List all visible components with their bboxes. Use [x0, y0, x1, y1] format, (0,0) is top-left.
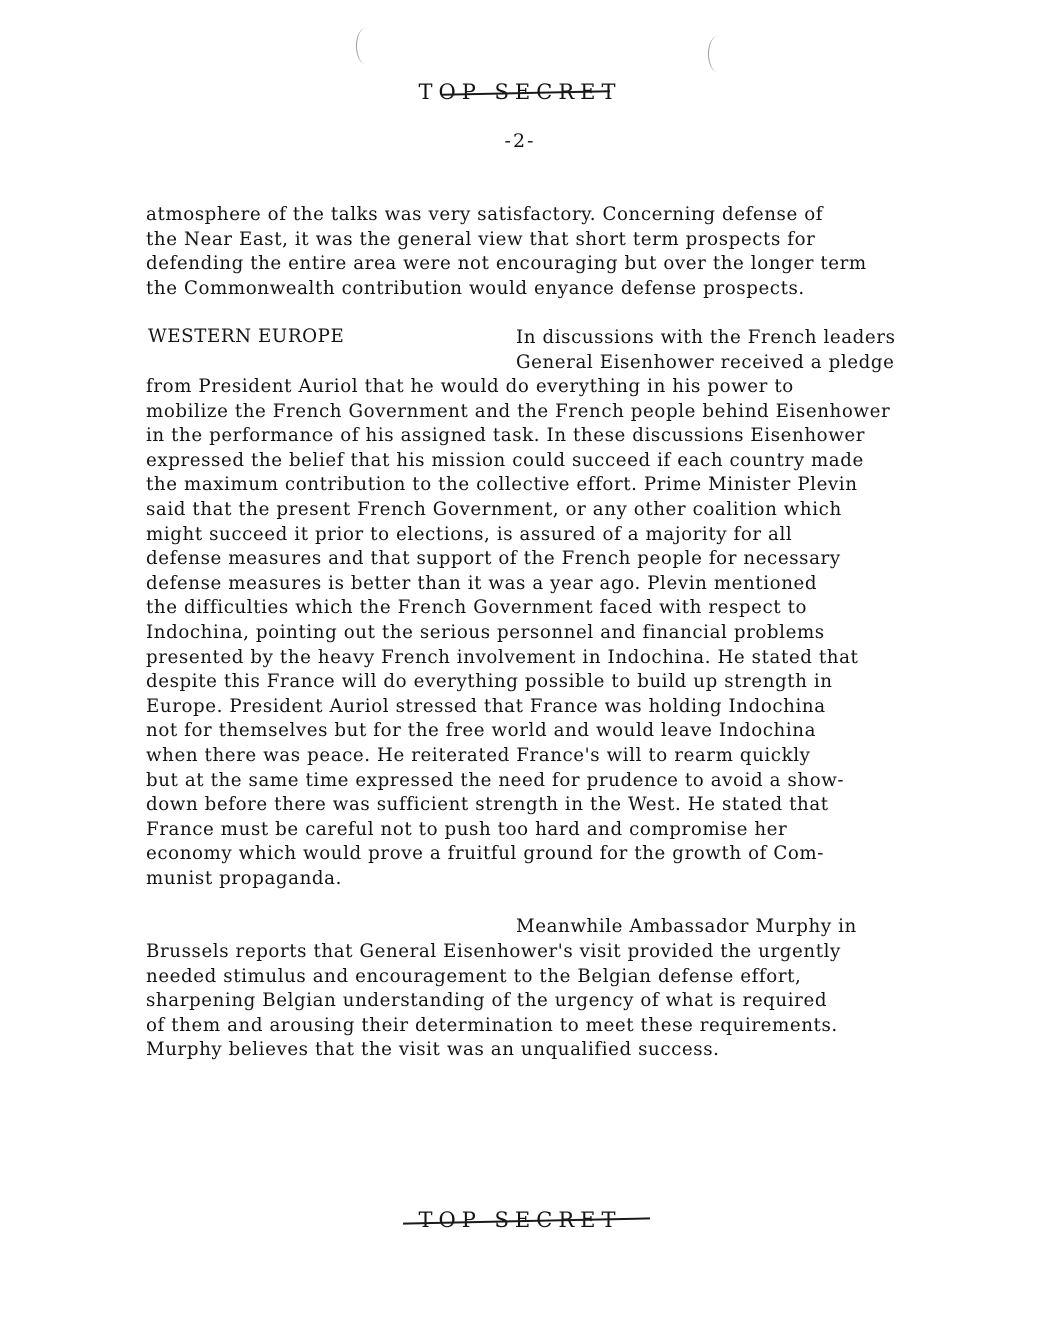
section-heading-western-europe: WESTERN EUROPE	[148, 326, 345, 347]
paragraph-murphy-lead: Meanwhile Ambassador Murphy in	[516, 916, 857, 937]
paragraph-near-east: atmosphere of the talks was very satisfactory. Concerning defense of the Near East, it was the general view that short term prospects for defending the entire area were not encouraging but over the longer term the Commonwealth contribution would enyance defense prospects.	[146, 204, 867, 299]
page-number: -2-	[504, 130, 536, 152]
bottom-classification-marking	[0, 1208, 1040, 1232]
paragraph-western-europe-lead: In discussions with the French leaders General Eisenhower received a pledge	[516, 327, 896, 373]
punch-hole-mark	[708, 36, 727, 72]
paragraph-western-europe: from President Auriol that he would do everything in his power to mobilize the French Government and the French people behind Eisenhower in the performance of his assigned task. In these discussions Eisenhower expressed the belief that his mission could succeed if each country made the maximum contribution to the collective effort. Prime Minister Plevin said that the present French Government, or any other coalition which might succeed it prior to elections, is assured of a majority for all defense measures and that support of the French people for necessary defense measures is better than it was a year ago. Plevin mentioned the difficulties which the French Government faced with respect to Indochina, pointing out the serious personnel and financial problems presented by the heavy French involvement in Indochina. He stated that despite this France will do everything possible to build up strength in Europe. President Auriol stressed that France was holding Indochina not for themselves but for the free world and would leave Indochina when there was peace. He reiterated France's will to rearm quickly but at the same time expressed the need for prudence to avoid a show- down before there was sufficient strength in the West. He stated that France must be careful not to push too hard and compromise her economy which would prove a fruitful ground for the growth of Com- munist propaganda.	[146, 376, 891, 889]
top-classification-marking	[0, 80, 1040, 104]
top-classification-text: TOP SECRET	[418, 80, 622, 104]
punch-hole-mark	[356, 28, 375, 64]
bottom-classification-text: TOP SECRET	[418, 1208, 622, 1232]
paragraph-murphy: Brussels reports that General Eisenhower's visit provided the urgently needed stimulus and encouragement to the Belgian defense effort, sharpening Belgian understanding of the urgency of what is required of them and arousing their determination to meet these requirements. Murphy believes that the visit was an unqualified success.	[146, 941, 841, 1061]
